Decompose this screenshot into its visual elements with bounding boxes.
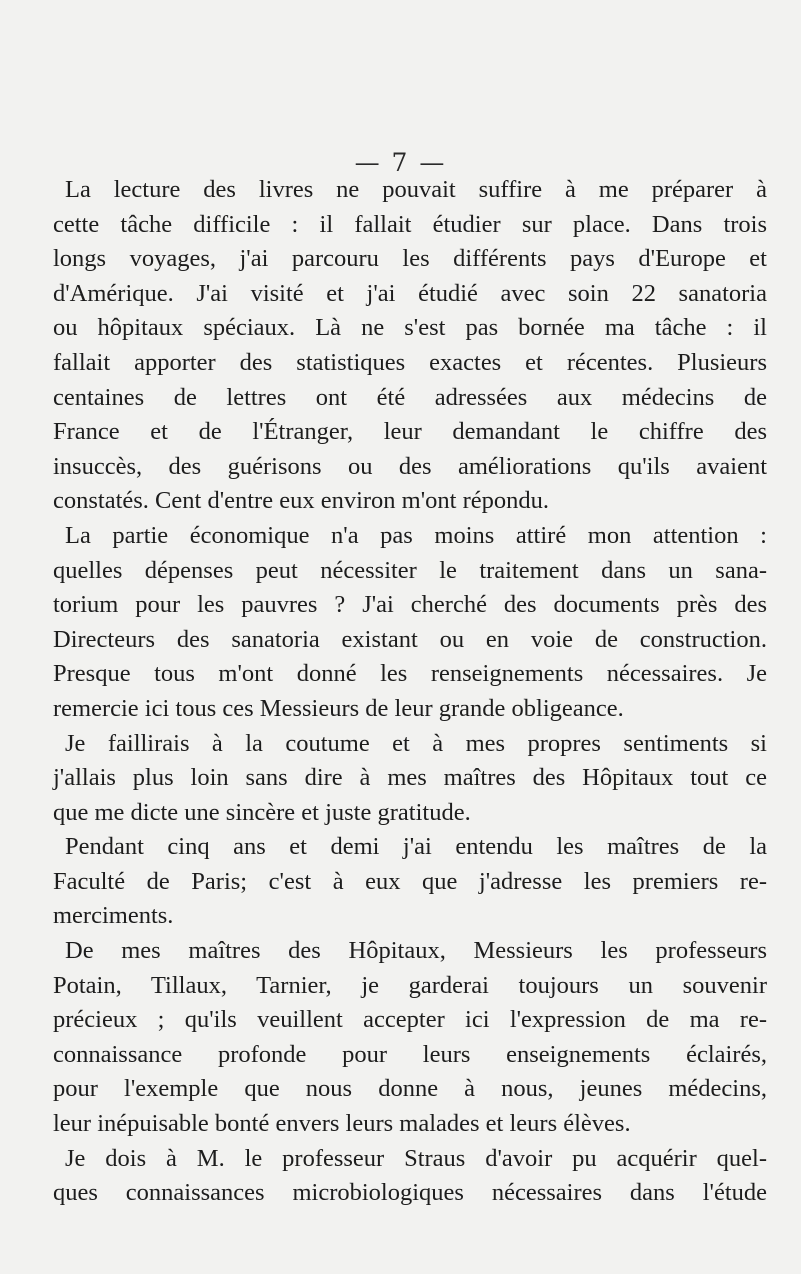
body-text [53, 173, 767, 1211]
paragraph-5 [53, 934, 767, 1142]
text-line: merciments. [53, 902, 174, 930]
paragraph-2 [53, 519, 767, 727]
text-line: Pendant cinq ans et demi j'ai entendu les maîtres de la [65, 833, 767, 861]
text-line: France et de l'Étranger, leur demandant le chiffre des [53, 418, 767, 446]
text-line: longs voyages, j'ai parcouru les différents pays d'Europe et [53, 245, 767, 273]
text-line: centaines de lettres ont été adressées aux médecins de [53, 383, 767, 411]
text-line: cette tâche difficile : il fallait étudier sur place. Dans trois [53, 210, 767, 238]
text-line: torium pour les pauvres ? J'ai cherché des documents près des [53, 591, 767, 619]
text-line: Presque tous m'ont donné les renseignements nécessaires. Je [53, 660, 767, 688]
text-line: Potain, Tillaux, Tarnier, je garderai toujours un souvenir [53, 971, 767, 999]
text-line: pour l'exemple que nous donne à nous, jeunes médecins, [53, 1075, 767, 1103]
text-line: connaissance profonde pour leurs enseignements éclairés, [53, 1040, 767, 1068]
text-line: Directeurs des sanatoria existant ou en voie de construction. [53, 625, 767, 653]
text-line: remercie ici tous ces Messieurs de leur grande obligeance. [53, 694, 624, 722]
text-line: La lecture des livres ne pouvait suffire à me préparer à [65, 176, 767, 203]
text-line: d'Amérique. J'ai visité et j'ai étudié avec soin 22 sanatoria [53, 279, 767, 307]
text-line: constatés. Cent d'entre eux environ m'ont répondu. [53, 487, 549, 515]
text-line: De mes maîtres des Hôpitaux, Messieurs les professeurs [65, 937, 767, 965]
page-number: — 7 — [354, 148, 447, 177]
text-line: précieux ; qu'ils veuillent accepter ici l'expression de ma re- [53, 1006, 767, 1034]
text-line: que me dicte une sincère et juste gratitude. [53, 798, 471, 826]
text-line: Je faillirais à la coutume et à mes propres sentiments si [65, 729, 767, 757]
text-line: j'allais plus loin sans dire à mes maîtres des Hôpitaux tout ce [53, 764, 767, 792]
text-line: quelles dépenses peut nécessiter le traitement dans un sana- [53, 556, 767, 584]
text-line: ques connaissances microbiologiques nécessaires dans l'étude [53, 1179, 767, 1207]
text-line: insuccès, des guérisons ou des améliorations qu'ils avaient [53, 452, 767, 480]
text-line: La partie économique n'a pas moins attiré mon attention : [65, 521, 767, 549]
text-line: Faculté de Paris; c'est à eux que j'adresse les premiers re- [53, 867, 767, 895]
paragraph-4 [53, 830, 767, 934]
text-line: leur inépuisable bonté envers leurs malades et leurs élèves. [53, 1110, 631, 1138]
text-line: Je dois à M. le professeur Straus d'avoir pu acquérir quel- [65, 1144, 767, 1172]
paragraph-1 [53, 173, 767, 519]
paragraph-6 [53, 1142, 767, 1211]
paragraph-3 [53, 727, 767, 831]
text-line: ou hôpitaux spéciaux. Là ne s'est pas bornée ma tâche : il [53, 314, 767, 342]
text-line: fallait apporter des statistiques exactes et récentes. Plusieurs [53, 348, 767, 376]
